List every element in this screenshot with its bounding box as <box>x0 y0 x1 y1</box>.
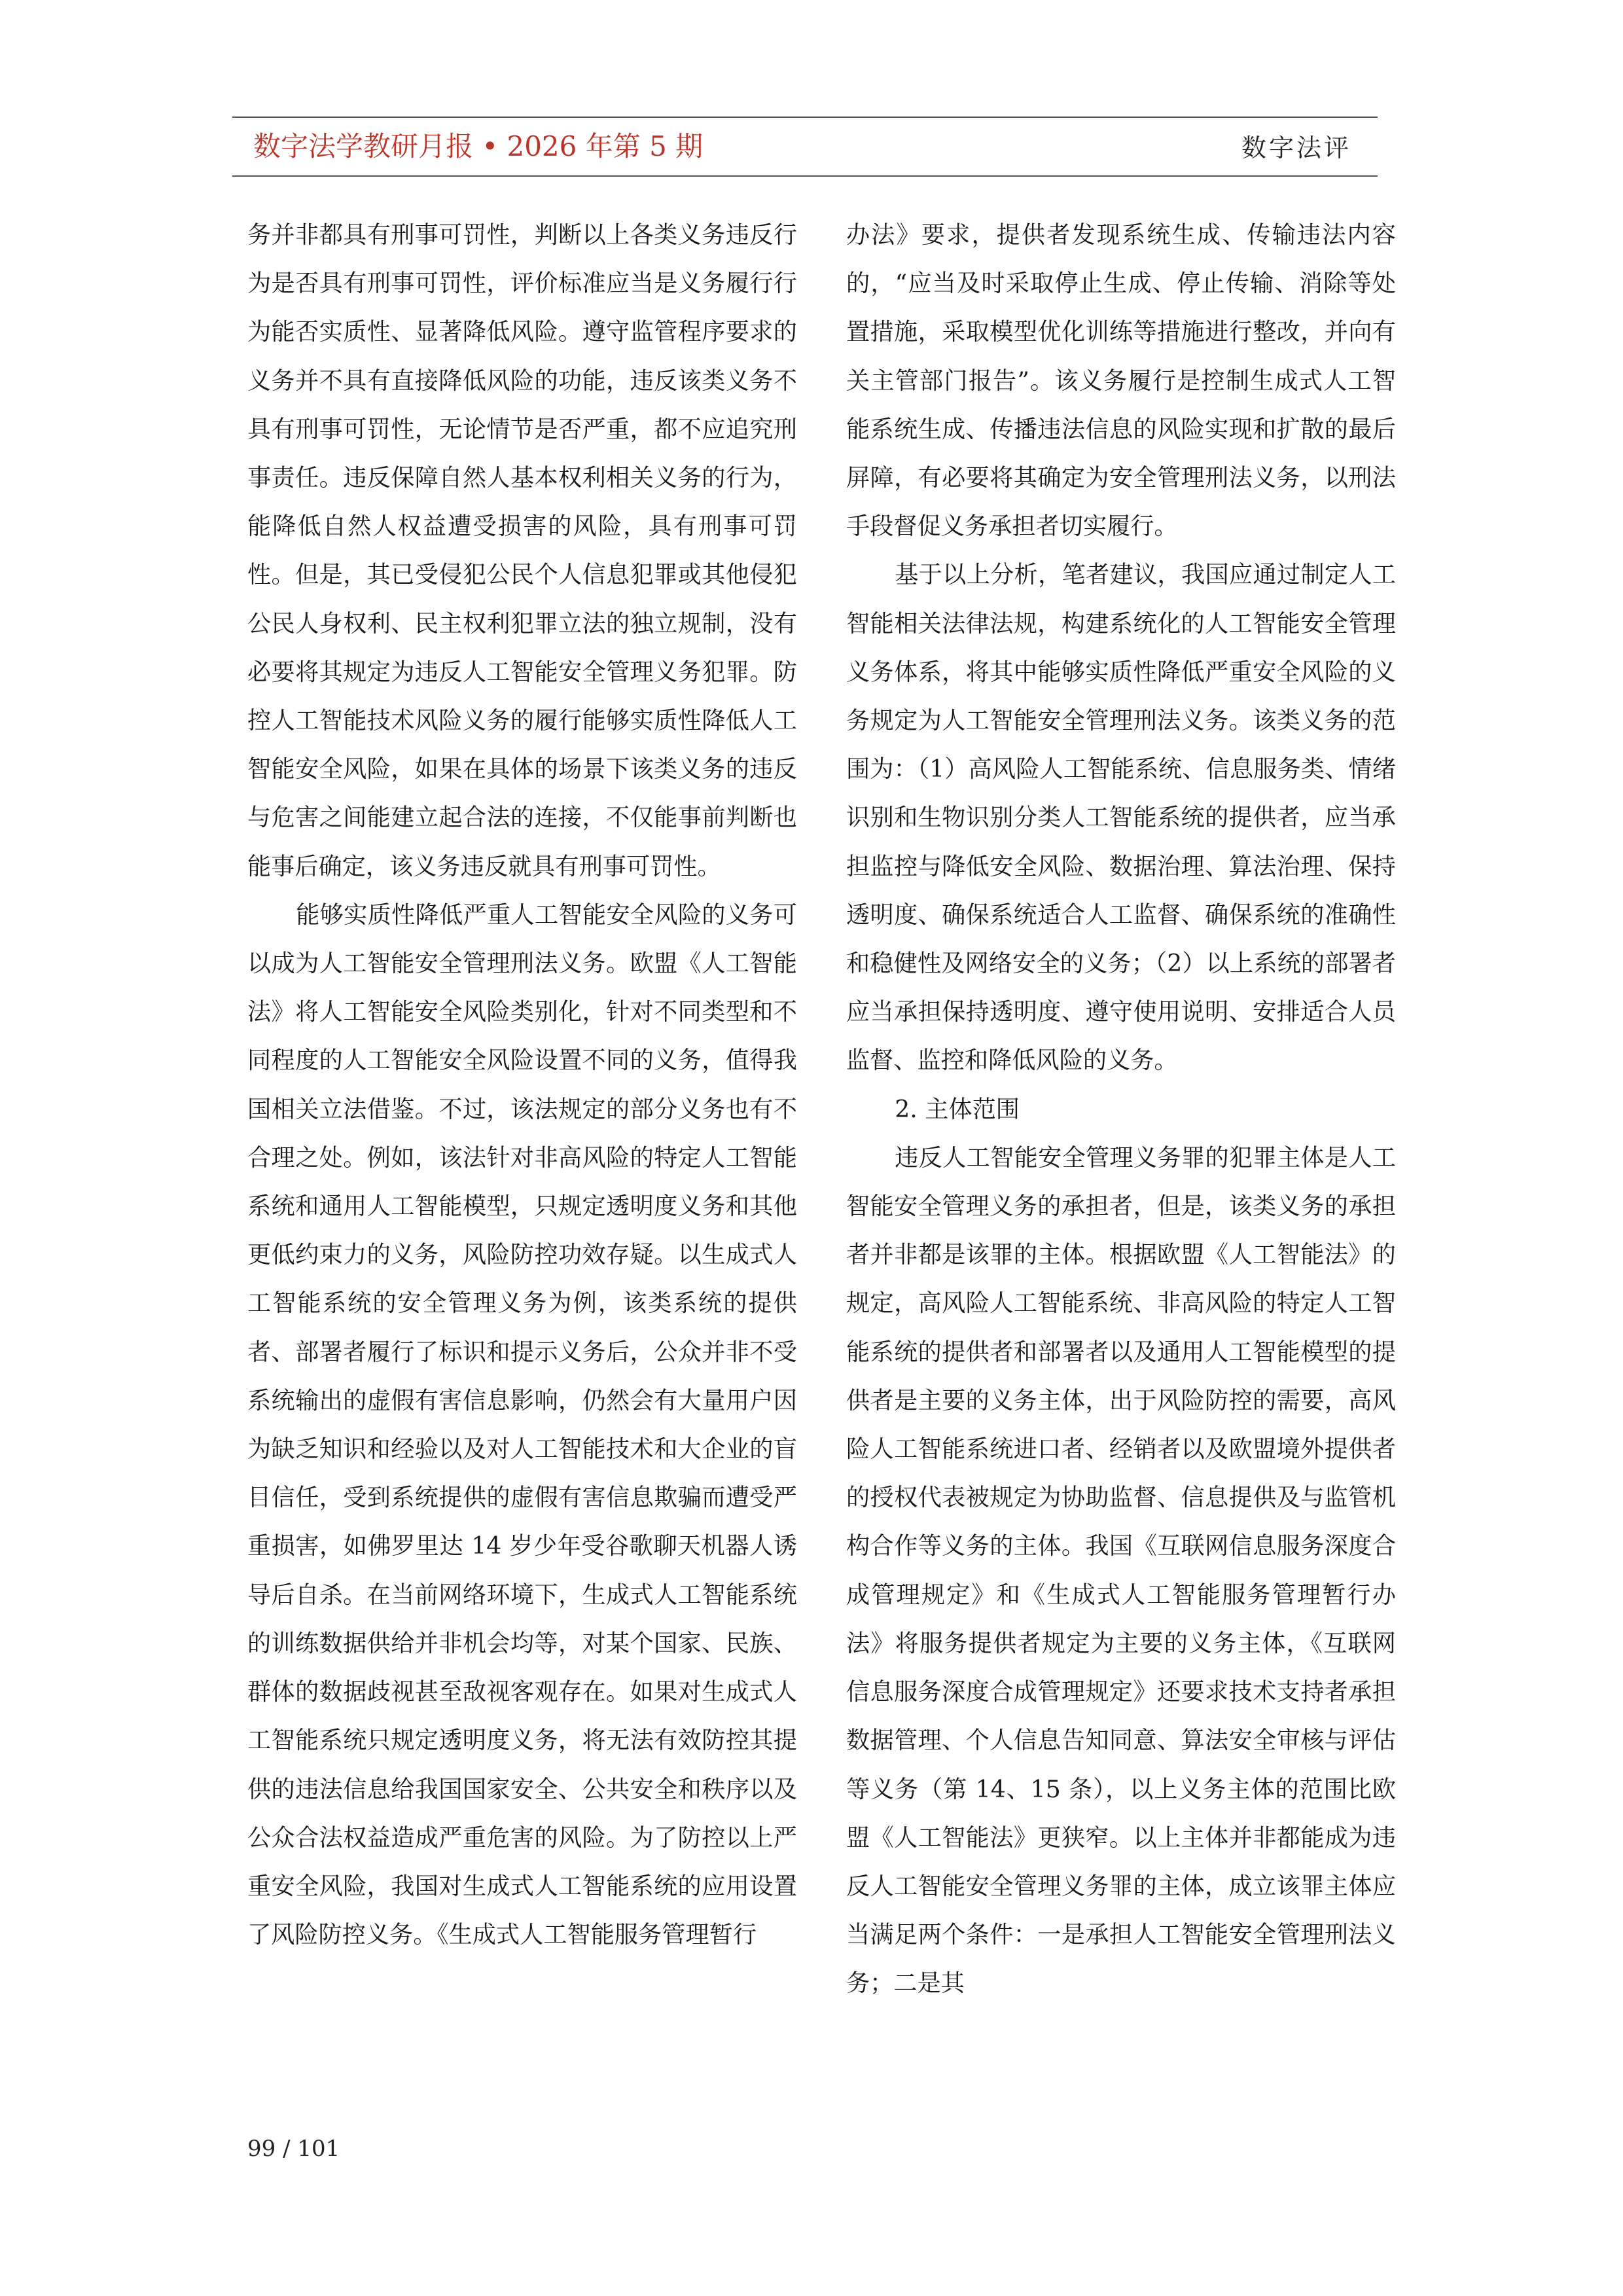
paragraph: 基于以上分析，笔者建议，我国应通过制定人工智能相关法律法规，构建系统化的人工智能安全管理义务体系，将其中能够实质性降低严重安全风险的义务规定为人工智能安全管理刑法义务。该类义务的范围为：（1）高风险人工智能系统、信息服务类、情绪识别和生物识别分类人工智能系统的提供者，应当承担监控与降低安全风险、数据治理、算法治理、保持透明度、确保系统适合人工监督、确保系统的准确性和稳健性及网络安全的义务；（2）以上系统的部署者应当承担保持透明度、遵守使用说明、安排适合人员监督、监控和降低风险的义务。 <box>846 560 1396 1075</box>
page-header <box>232 117 1378 177</box>
journal-title: 数字法学教研月报 • 2026 年第 5 期 <box>253 130 704 162</box>
paragraph: 办法》要求，提供者发现系统生成、传输违法内容的，“应当及时采取停止生成、停止传输、消除等处置措施，采取模型优化训练等措施进行整改，并向有关主管部门报告”。该义务履行是控制生成式人工智能系统生成、传播违法信息的风险实现和扩散的最后屏障，有必要将其确定为安全管理刑法义务，以刑法手段督促义务承担者切实履行。 <box>846 221 1396 541</box>
paragraph: 能够实质性降低严重人工智能安全风险的义务可以成为人工智能安全管理刑法义务。欧盟《人工智能法》将人工智能安全风险类别化，针对不同类型和不同程度的人工智能安全风险设置不同的义务，值得我国相关立法借鉴。不过，该法规定的部分义务也有不合理之处。例如，该法针对非高风险的特定人工智能系统和通用人工智能模型，只规定透明度义务和其他更低约束力的义务，风险防控功效存疑。以生成式人工智能系统的安全管理义务为例，该类系统的提供者、部署者履行了标识和提示义务后，公众并非不受系统输出的虚假有害信息影响，仍然会有大量用户因为缺乏知识和经验以及对人工智能技术和大企业的盲目信任，受到系统提供的虚假有害信息欺骗而遭受严重损害，如佛罗里达 14 岁少年受谷歌聊天机器人诱导后自杀。在当前网络环境下，生成式人工智能系统的训练数据供给并非机会均等，对某个国家、民族、群体的数据歧视甚至敌视客观存在。如果对生成式人工智能系统只规定透明度义务，将无法有效防控其提供的违法信息给我国国家安全、公共安全和秩序以及公众合法权益造成严重危害的风险。为了防控以上严重安全风险，我国对生成式人工智能系统的应用设置了风险防控义务。《生成式人工智能服务管理暂行 <box>247 900 797 1949</box>
page-number: 99 / 101 <box>247 2136 340 2162</box>
paragraph: 务并非都具有刑事可罚性，判断以上各类义务违反行为是否具有刑事可罚性，评价标准应当是义务履行行为能否实质性、显著降低风险。遵守监管程序要求的义务并不具有直接降低风险的功能，违反该类义务不具有刑事可罚性，无论情节是否严重，都不应追究刑事责任。违反保障自然人基本权利相关义务的行为，能降低自然人权益遭受损害的风险，具有刑事可罚性。但是，其已受侵犯公民个人信息犯罪或其他侵犯公民人身权利、民主权利犯罪立法的独立规制，没有必要将其规定为违反人工智能安全管理义务犯罪。防控人工智能技术风险义务的履行能够实质性降低人工智能安全风险，如果在具体的场景下该类义务的违反与危害之间能建立起合法的连接，不仅能事前判断也能事后确定，该义务违反就具有刑事可罚性。 <box>247 221 797 880</box>
left-column <box>247 211 797 1959</box>
paragraph: 违反人工智能安全管理义务罪的犯罪主体是人工智能安全管理义务的承担者，但是，该类义务的承担者并非都是该罪的主体。根据欧盟《人工智能法》的规定，高风险人工智能系统、非高风险的特定人工智能系统的提供者和部署者以及通用人工智能模型的提供者是主要的义务主体，出于风险防控的需要，高风险人工智能系统进口者、经销者以及欧盟境外提供者的授权代表被规定为协助监督、信息提供及与监管机构合作等义务的主体。我国《互联网信息服务深度合成管理规定》和《生成式人工智能服务管理暂行办法》将服务提供者规定为主要的义务主体，《互联网信息服务深度合成管理规定》还要求技术支持者承担数据管理、个人信息告知同意、算法安全审核与评估等义务（第 14、15 条），以上义务主体的范围比欧盟《人工智能法》更狭窄。以上主体并非都能成为违反人工智能安全管理义务罪的主体，成立该罪主体应当满足两个条件：一是承担人工智能安全管理刑法义务；二是其 <box>846 1143 1396 1998</box>
subsection-heading: 2. 主体范围 <box>895 1094 1020 1123</box>
right-column <box>846 211 1396 2008</box>
section-title: 数字法评 <box>1241 134 1351 162</box>
